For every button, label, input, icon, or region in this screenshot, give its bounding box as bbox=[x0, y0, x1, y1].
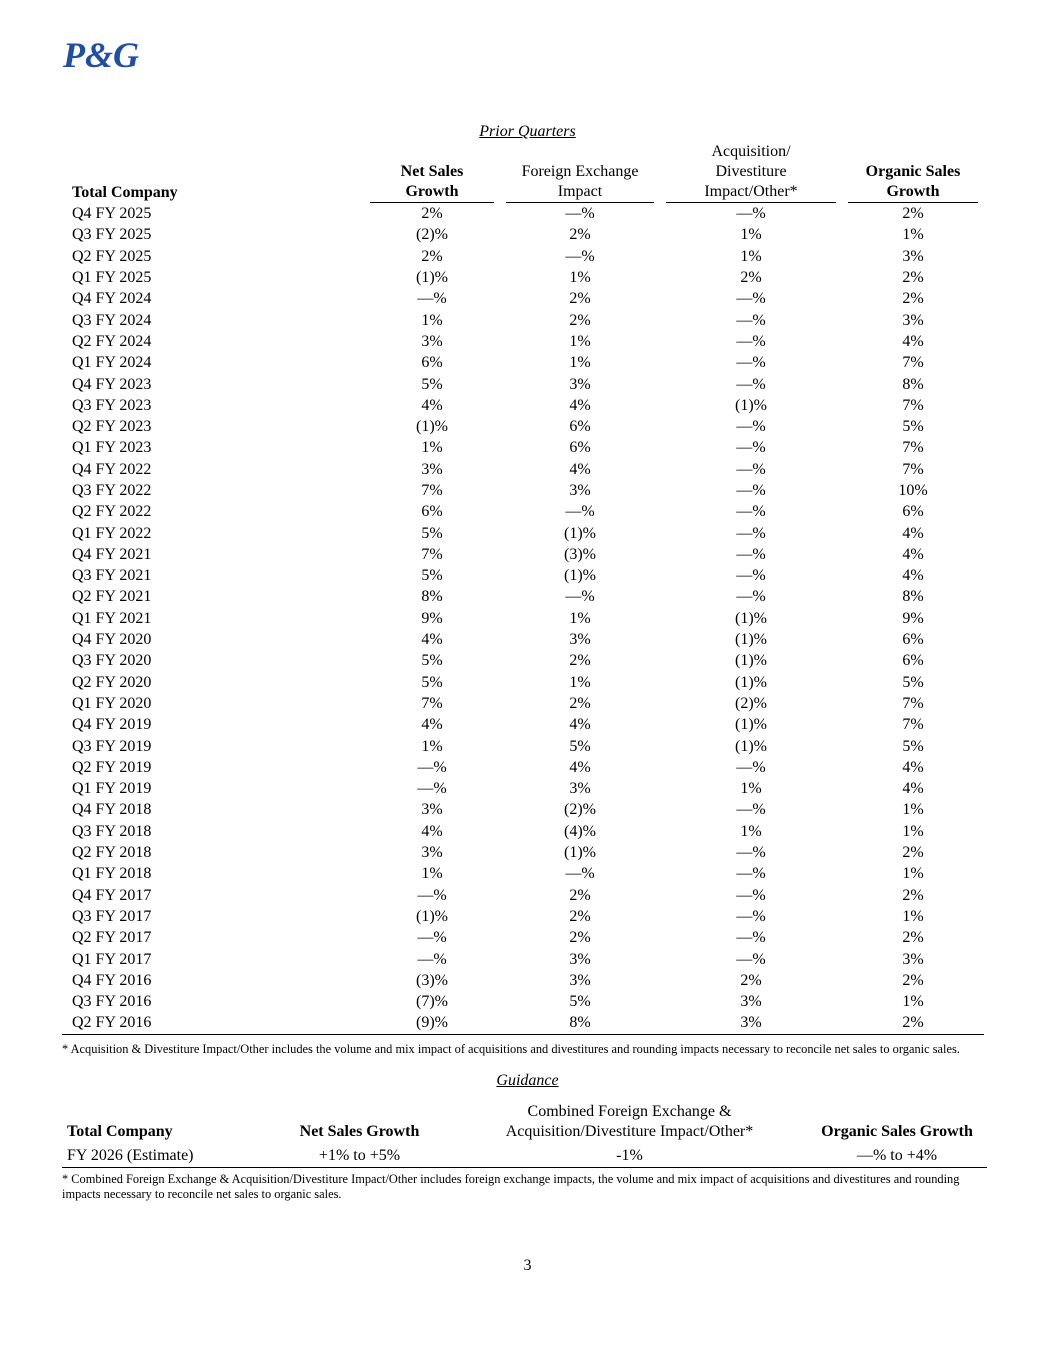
organic-cell: 4% bbox=[902, 780, 924, 798]
fx-impact-cell: 1% bbox=[569, 354, 591, 372]
fx-impact-cell: —% bbox=[565, 865, 595, 883]
net-sales-cell: —% bbox=[417, 758, 447, 776]
organic-cell: 2% bbox=[902, 844, 924, 862]
acq-impact-cell: 3% bbox=[740, 993, 762, 1011]
quarter-cell: Q1 FY 2025 bbox=[72, 269, 152, 287]
table-row bbox=[62, 565, 984, 586]
acq-impact-cell: —% bbox=[736, 418, 766, 436]
net-sales-cell: 5% bbox=[421, 652, 443, 670]
organic-cell: 2% bbox=[902, 290, 924, 308]
quarter-cell: Q3 FY 2018 bbox=[72, 822, 152, 840]
organic-cell: 4% bbox=[902, 545, 924, 563]
organic-cell: 8% bbox=[902, 375, 924, 393]
guidance-header-organic-sales: Organic Sales Growth bbox=[821, 1123, 973, 1140]
svg-text:P&G: P&G bbox=[63, 35, 139, 74]
net-sales-cell: 7% bbox=[421, 694, 443, 712]
quarter-cell: Q4 FY 2024 bbox=[72, 290, 152, 308]
acq-impact-cell: 1% bbox=[740, 822, 762, 840]
guidance-net-sales: +1% to +5% bbox=[267, 1144, 452, 1168]
acq-impact-cell: —% bbox=[736, 311, 766, 329]
organic-cell: 9% bbox=[902, 609, 924, 627]
quarter-cell: Q3 FY 2022 bbox=[72, 482, 152, 499]
acq-impact-cell: —% bbox=[736, 929, 766, 947]
quarter-cell: Q3 FY 2023 bbox=[72, 396, 152, 414]
organic-cell: 5% bbox=[902, 418, 924, 436]
acq-impact-cell: —% bbox=[736, 332, 766, 350]
table-row bbox=[62, 778, 984, 799]
quarter-cell: Q3 FY 2024 bbox=[72, 311, 152, 329]
guidance-header-combined-impact: Combined Foreign Exchange & Acquisition/Divestiture Impact/Other* bbox=[505, 1103, 754, 1140]
table-row bbox=[62, 416, 984, 437]
table-row bbox=[62, 735, 984, 756]
quarter-cell: Q4 FY 2022 bbox=[72, 460, 152, 478]
organic-cell: 6% bbox=[902, 652, 924, 670]
guidance-header-total-company: Total Company bbox=[67, 1123, 173, 1140]
net-sales-cell: 4% bbox=[421, 396, 443, 414]
quarter-cell: Q2 FY 2019 bbox=[72, 758, 152, 776]
table-row bbox=[62, 267, 984, 288]
fx-impact-cell: 4% bbox=[569, 716, 591, 734]
acq-impact-cell: 1% bbox=[740, 226, 762, 244]
fx-impact-cell: 2% bbox=[569, 652, 591, 670]
organic-cell: 7% bbox=[902, 460, 924, 478]
acq-impact-cell: —% bbox=[736, 758, 766, 776]
quarter-cell: Q2 FY 2016 bbox=[62, 1012, 364, 1034]
net-sales-cell: 1% bbox=[421, 311, 443, 329]
net-sales-cell: 6% bbox=[421, 503, 443, 521]
quarter-cell: Q4 FY 2021 bbox=[72, 545, 152, 563]
guidance-title: Guidance bbox=[496, 1072, 559, 1089]
net-sales-cell: 1% bbox=[421, 737, 443, 755]
table-row bbox=[62, 544, 984, 565]
acq-impact-cell: —% bbox=[736, 375, 766, 393]
quarter-cell: Q1 FY 2018 bbox=[72, 865, 152, 883]
table-row bbox=[62, 885, 984, 906]
header-foreign-exchange: Foreign Exchange Impact bbox=[500, 142, 660, 203]
table-header-row bbox=[62, 142, 984, 203]
organic-cell: 2% bbox=[902, 929, 924, 947]
quarter-cell: Q2 FY 2025 bbox=[72, 247, 152, 265]
fx-impact-cell: 2% bbox=[569, 226, 591, 244]
net-sales-cell: 7% bbox=[421, 482, 443, 499]
table-row bbox=[62, 522, 984, 543]
net-sales-cell: 5% bbox=[421, 673, 443, 691]
organic-cell: 7% bbox=[902, 716, 924, 734]
fx-impact-cell: 6% bbox=[569, 418, 591, 436]
net-sales-cell: 9% bbox=[421, 609, 443, 627]
organic-cell: 4% bbox=[902, 524, 924, 542]
quarter-cell: Q1 FY 2024 bbox=[72, 354, 152, 372]
guidance-table bbox=[62, 1102, 987, 1168]
acq-impact-cell: (1)% bbox=[735, 631, 767, 649]
acq-impact-cell: (1)% bbox=[735, 609, 767, 627]
quarter-cell: Q2 FY 2023 bbox=[72, 418, 152, 436]
net-sales-cell: —% bbox=[417, 780, 447, 798]
table-row bbox=[62, 693, 984, 714]
table-header-row bbox=[62, 1102, 987, 1144]
fx-impact-cell: (1)% bbox=[564, 844, 596, 862]
table-row bbox=[62, 459, 984, 480]
acq-impact-cell: —% bbox=[736, 205, 766, 223]
fx-impact-cell: —% bbox=[565, 205, 595, 223]
net-sales-cell: 8% bbox=[421, 588, 443, 606]
net-sales-cell: 2% bbox=[421, 247, 443, 265]
table-row bbox=[62, 757, 984, 778]
fx-impact-cell: —% bbox=[565, 588, 595, 606]
fx-impact-cell: 4% bbox=[569, 460, 591, 478]
table-row bbox=[62, 352, 984, 373]
guidance-combined: -1% bbox=[452, 1144, 807, 1168]
organic-cell: 1% bbox=[902, 993, 924, 1011]
table-row bbox=[62, 373, 984, 394]
organic-cell: 1% bbox=[902, 907, 924, 925]
organic-cell: 1% bbox=[902, 226, 924, 244]
quarter-cell: Q3 FY 2020 bbox=[72, 652, 152, 670]
fx-impact-cell: 3% bbox=[569, 631, 591, 649]
net-sales-cell: 1% bbox=[421, 865, 443, 883]
pg-logo bbox=[62, 34, 142, 74]
fx-impact-cell: 1% bbox=[569, 673, 591, 691]
acq-impact-cell: —% bbox=[736, 907, 766, 925]
fx-impact-cell: 4% bbox=[569, 396, 591, 414]
quarter-cell: Q3 FY 2021 bbox=[72, 567, 152, 585]
table-row bbox=[62, 1012, 984, 1034]
quarter-cell: Q2 FY 2020 bbox=[72, 673, 152, 691]
net-sales-cell: (3)% bbox=[416, 971, 448, 989]
acq-impact-cell: (1)% bbox=[735, 652, 767, 670]
fx-impact-cell: 2% bbox=[569, 886, 591, 904]
organic-cell: 7% bbox=[902, 439, 924, 457]
fx-impact-cell: 1% bbox=[569, 609, 591, 627]
quarter-cell: Q3 FY 2016 bbox=[72, 993, 152, 1011]
organic-cell: 3% bbox=[902, 950, 924, 968]
acq-impact-cell: (1)% bbox=[735, 716, 767, 734]
header-total-company: Total Company bbox=[72, 184, 178, 201]
acq-impact-cell: —% bbox=[736, 567, 766, 585]
organic-cell: 6% bbox=[902, 631, 924, 649]
table-row bbox=[62, 863, 984, 884]
guidance-organic: —% to +4% bbox=[807, 1144, 987, 1168]
organic-cell: 2% bbox=[842, 1012, 984, 1034]
quarter-cell: Q1 FY 2023 bbox=[72, 439, 152, 457]
table-row bbox=[62, 288, 984, 309]
quarter-cell: Q4 FY 2019 bbox=[72, 716, 152, 734]
table-row bbox=[62, 799, 984, 820]
net-sales-cell: (2)% bbox=[416, 226, 448, 244]
acq-impact-cell: (1)% bbox=[735, 396, 767, 414]
fx-impact-cell: 5% bbox=[569, 737, 591, 755]
organic-cell: 4% bbox=[902, 332, 924, 350]
organic-cell: 10% bbox=[898, 482, 928, 499]
net-sales-cell: 7% bbox=[421, 545, 443, 563]
organic-cell: 6% bbox=[902, 503, 924, 521]
net-sales-cell: 6% bbox=[421, 354, 443, 372]
organic-cell: 1% bbox=[902, 822, 924, 840]
acq-impact-cell: —% bbox=[736, 354, 766, 372]
net-sales-cell: (9)% bbox=[364, 1012, 500, 1034]
table-row bbox=[62, 672, 984, 693]
organic-cell: 1% bbox=[902, 865, 924, 883]
acq-impact-cell: —% bbox=[736, 503, 766, 521]
net-sales-cell: 5% bbox=[421, 524, 443, 542]
quarter-cell: Q1 FY 2019 bbox=[72, 780, 152, 798]
header-acquisition-divestiture: Acquisition/ Divestiture Impact/Other* bbox=[660, 142, 842, 203]
quarter-cell: Q4 FY 2018 bbox=[72, 801, 152, 819]
organic-cell: 2% bbox=[902, 205, 924, 223]
acq-impact-cell: —% bbox=[736, 950, 766, 968]
prior-quarters-body bbox=[62, 203, 984, 1035]
header-net-sales-growth: Net Sales Growth bbox=[364, 142, 500, 203]
fx-impact-cell: 2% bbox=[569, 290, 591, 308]
net-sales-cell: —% bbox=[417, 929, 447, 947]
table-row bbox=[62, 927, 984, 948]
acq-impact-cell: (1)% bbox=[735, 737, 767, 755]
acq-impact-cell: 2% bbox=[740, 269, 762, 287]
quarter-cell: Q3 FY 2017 bbox=[72, 907, 152, 925]
table-row bbox=[62, 714, 984, 735]
organic-cell: 4% bbox=[902, 758, 924, 776]
net-sales-cell: 3% bbox=[421, 460, 443, 478]
fx-impact-cell: 3% bbox=[569, 971, 591, 989]
fx-impact-cell: (1)% bbox=[564, 524, 596, 542]
acq-impact-cell: 2% bbox=[740, 971, 762, 989]
net-sales-cell: 2% bbox=[421, 205, 443, 223]
acq-impact-cell: —% bbox=[736, 524, 766, 542]
table-row bbox=[62, 991, 984, 1012]
acq-impact-cell: (2)% bbox=[735, 694, 767, 712]
fx-impact-cell: (4)% bbox=[564, 822, 596, 840]
quarter-cell: Q2 FY 2018 bbox=[72, 844, 152, 862]
table-row bbox=[62, 203, 984, 224]
acq-impact-cell: —% bbox=[736, 439, 766, 457]
prior-quarters-table bbox=[62, 142, 984, 1035]
net-sales-cell: —% bbox=[417, 290, 447, 308]
guidance-period: FY 2026 (Estimate) bbox=[62, 1144, 267, 1168]
fx-impact-cell: 2% bbox=[569, 694, 591, 712]
acq-impact-cell: —% bbox=[736, 801, 766, 819]
acq-impact-cell: —% bbox=[736, 886, 766, 904]
organic-cell: 5% bbox=[902, 673, 924, 691]
page-number: 3 bbox=[523, 1257, 532, 1274]
fx-impact-cell: 2% bbox=[569, 311, 591, 329]
fx-impact-cell: (2)% bbox=[564, 801, 596, 819]
quarter-cell: Q4 FY 2016 bbox=[72, 971, 152, 989]
net-sales-cell: 5% bbox=[421, 375, 443, 393]
header-organic-sales-growth: Organic Sales Growth bbox=[842, 142, 984, 203]
quarter-cell: Q2 FY 2017 bbox=[72, 929, 152, 947]
table-row bbox=[62, 948, 984, 969]
fx-impact-cell: (3)% bbox=[564, 545, 596, 563]
table-row bbox=[62, 650, 984, 671]
net-sales-cell: 3% bbox=[421, 801, 443, 819]
organic-cell: 3% bbox=[902, 247, 924, 265]
table-row bbox=[62, 224, 984, 245]
quarter-cell: Q1 FY 2022 bbox=[72, 524, 152, 542]
organic-cell: 2% bbox=[902, 269, 924, 287]
acq-impact-cell: —% bbox=[736, 460, 766, 478]
fx-impact-cell: 5% bbox=[569, 993, 591, 1011]
quarter-cell: Q3 FY 2019 bbox=[72, 737, 152, 755]
quarter-cell: Q4 FY 2025 bbox=[72, 205, 152, 223]
fx-impact-cell: 8% bbox=[500, 1012, 660, 1034]
acq-impact-cell: 1% bbox=[740, 780, 762, 798]
organic-cell: 7% bbox=[902, 396, 924, 414]
acq-impact-cell: 3% bbox=[660, 1012, 842, 1034]
table-row bbox=[62, 437, 984, 458]
organic-cell: 8% bbox=[902, 588, 924, 606]
pg-logo-icon bbox=[62, 34, 142, 74]
guidance-header-net-sales: Net Sales Growth bbox=[299, 1123, 420, 1140]
net-sales-cell: 3% bbox=[421, 844, 443, 862]
acq-impact-cell: 1% bbox=[740, 247, 762, 265]
net-sales-cell: 4% bbox=[421, 716, 443, 734]
fx-impact-cell: 1% bbox=[569, 269, 591, 287]
fx-impact-cell: 3% bbox=[569, 780, 591, 798]
quarter-cell: Q2 FY 2024 bbox=[72, 332, 152, 350]
prior-quarters-title: Prior Quarters bbox=[479, 123, 576, 140]
acq-impact-cell: —% bbox=[736, 588, 766, 606]
net-sales-cell: (1)% bbox=[416, 418, 448, 436]
acq-impact-cell: —% bbox=[736, 290, 766, 308]
net-sales-cell: —% bbox=[417, 950, 447, 968]
quarter-cell: Q1 FY 2021 bbox=[72, 609, 152, 627]
fx-impact-cell: 1% bbox=[569, 332, 591, 350]
quarter-cell: Q4 FY 2020 bbox=[72, 631, 152, 649]
table-row bbox=[62, 331, 984, 352]
fx-impact-cell: (1)% bbox=[564, 567, 596, 585]
organic-cell: 7% bbox=[902, 694, 924, 712]
net-sales-cell: 4% bbox=[421, 822, 443, 840]
table-row bbox=[62, 970, 984, 991]
acq-impact-cell: —% bbox=[736, 865, 766, 883]
organic-cell: 4% bbox=[902, 567, 924, 585]
quarter-cell: Q1 FY 2017 bbox=[72, 950, 152, 968]
guidance-footnote: * Combined Foreign Exchange & Acquisition/Divestiture Impact/Other includes foreign exchange impacts, the volume and mix impact of acquisitions and divestitures and rounding impacts necessary to reconcile net sales to organic sales. bbox=[62, 1172, 960, 1201]
prior-quarters-footnote: * Acquisition & Divestiture Impact/Other includes the volume and mix impact of acquisitions and divestitures and rounding impacts necessary to reconcile net sales to organic sales. bbox=[62, 1042, 960, 1056]
organic-cell: 7% bbox=[902, 354, 924, 372]
net-sales-cell: (1)% bbox=[416, 907, 448, 925]
net-sales-cell: (1)% bbox=[416, 269, 448, 287]
table-row bbox=[62, 629, 984, 650]
fx-impact-cell: 3% bbox=[569, 950, 591, 968]
fx-impact-cell: 3% bbox=[569, 482, 591, 499]
net-sales-cell: 4% bbox=[421, 631, 443, 649]
net-sales-cell: (7)% bbox=[416, 993, 448, 1011]
quarter-cell: Q2 FY 2021 bbox=[72, 588, 152, 606]
organic-cell: 1% bbox=[902, 801, 924, 819]
fx-impact-cell: 4% bbox=[569, 758, 591, 776]
quarter-cell: Q4 FY 2017 bbox=[72, 886, 152, 904]
table-row bbox=[62, 608, 984, 629]
fx-impact-cell: 3% bbox=[569, 375, 591, 393]
net-sales-cell: —% bbox=[417, 886, 447, 904]
organic-cell: 5% bbox=[902, 737, 924, 755]
table-row bbox=[62, 309, 984, 330]
quarter-cell: Q1 FY 2020 bbox=[72, 694, 152, 712]
net-sales-cell: 3% bbox=[421, 332, 443, 350]
table-row bbox=[62, 501, 984, 522]
net-sales-cell: 5% bbox=[421, 567, 443, 585]
organic-cell: 2% bbox=[902, 886, 924, 904]
quarter-cell: Q3 FY 2025 bbox=[72, 226, 152, 244]
table-row bbox=[62, 842, 984, 863]
fx-impact-cell: —% bbox=[565, 247, 595, 265]
organic-cell: 2% bbox=[902, 971, 924, 989]
table-row bbox=[62, 1144, 987, 1168]
table-row bbox=[62, 906, 984, 927]
acq-impact-cell: —% bbox=[736, 482, 766, 499]
organic-cell: 3% bbox=[902, 311, 924, 329]
table-row bbox=[62, 586, 984, 607]
acq-impact-cell: (1)% bbox=[735, 673, 767, 691]
quarter-cell: Q2 FY 2022 bbox=[72, 503, 152, 521]
fx-impact-cell: 2% bbox=[569, 929, 591, 947]
quarter-cell: Q4 FY 2023 bbox=[72, 375, 152, 393]
acq-impact-cell: —% bbox=[736, 545, 766, 563]
table-row bbox=[62, 480, 984, 501]
acq-impact-cell: —% bbox=[736, 844, 766, 862]
fx-impact-cell: 2% bbox=[569, 907, 591, 925]
table-row bbox=[62, 395, 984, 416]
fx-impact-cell: —% bbox=[565, 503, 595, 521]
table-row bbox=[62, 821, 984, 842]
net-sales-cell: 1% bbox=[421, 439, 443, 457]
fx-impact-cell: 6% bbox=[569, 439, 591, 457]
table-row bbox=[62, 246, 984, 267]
